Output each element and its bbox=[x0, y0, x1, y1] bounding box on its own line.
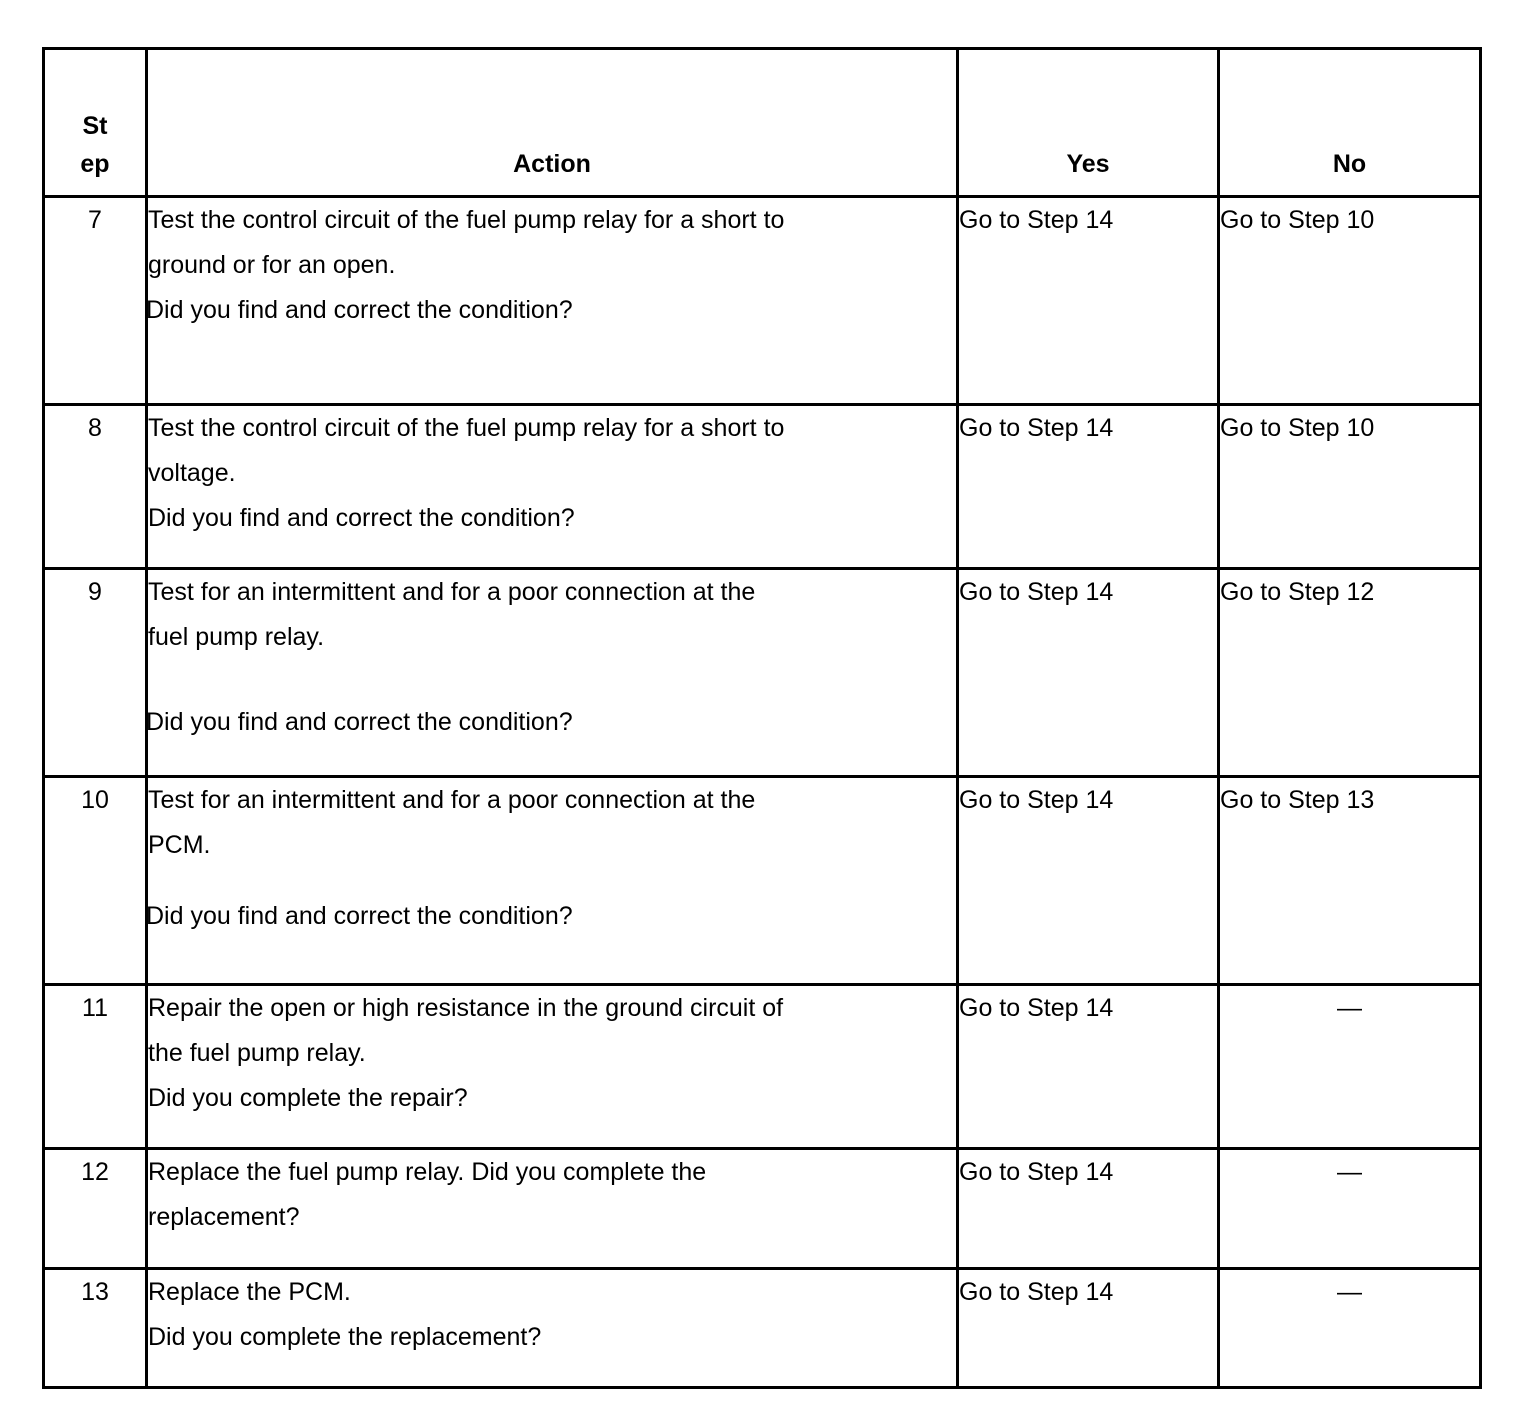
step-number: 8 bbox=[44, 405, 147, 569]
yes-cell: Go to Step 14 bbox=[958, 1269, 1219, 1388]
action-question: Did you find and correct the condition? bbox=[146, 902, 573, 930]
header-step-line2: ep bbox=[80, 150, 110, 178]
step-number: 11 bbox=[44, 985, 147, 1149]
header-row bbox=[44, 49, 1481, 197]
action-line: the fuel pump relay. bbox=[148, 1039, 366, 1067]
action-line: Test the control circuit of the fuel pump relay for a short to bbox=[148, 206, 785, 234]
action-cell bbox=[147, 1269, 958, 1388]
header-action: Action bbox=[147, 49, 958, 197]
yes-cell: Go to Step 14 bbox=[958, 985, 1219, 1149]
no-cell: Go to Step 10 bbox=[1219, 405, 1481, 569]
action-cell bbox=[147, 405, 958, 569]
action-cell bbox=[147, 777, 958, 985]
table-row bbox=[44, 197, 1481, 405]
step-number: 13 bbox=[44, 1269, 147, 1388]
yes-cell: Go to Step 14 bbox=[958, 1149, 1219, 1269]
action-cell bbox=[147, 985, 958, 1149]
action-question: Did you complete the repair? bbox=[148, 1084, 468, 1112]
no-cell: Go to Step 10 bbox=[1219, 197, 1481, 405]
step-number: 9 bbox=[44, 569, 147, 777]
spacer bbox=[148, 868, 956, 894]
table-row bbox=[44, 1149, 1481, 1269]
action-line: fuel pump relay. bbox=[148, 623, 325, 651]
table-row bbox=[44, 569, 1481, 777]
yes-cell: Go to Step 14 bbox=[958, 405, 1219, 569]
step-number: 10 bbox=[44, 777, 147, 985]
no-cell: — bbox=[1219, 1149, 1481, 1269]
no-cell: — bbox=[1219, 1269, 1481, 1388]
yes-cell: Go to Step 14 bbox=[958, 777, 1219, 985]
spacer bbox=[148, 660, 956, 700]
action-question: Did you find and correct the condition? bbox=[146, 296, 573, 324]
diagnostic-table bbox=[42, 47, 1482, 1389]
table-row bbox=[44, 405, 1481, 569]
action-line: Repair the open or high resistance in the ground circuit of bbox=[148, 994, 784, 1022]
header-yes: Yes bbox=[958, 49, 1219, 197]
action-line: Test for an intermittent and for a poor connection at the bbox=[148, 578, 756, 606]
table-row bbox=[44, 985, 1481, 1149]
header-step-line1: St bbox=[82, 112, 108, 140]
yes-cell: Go to Step 14 bbox=[958, 569, 1219, 777]
action-line: voltage. bbox=[148, 459, 236, 487]
action-question: Did you find and correct the condition? bbox=[148, 504, 575, 532]
header-step bbox=[44, 49, 147, 197]
action-line: ground or for an open. bbox=[148, 251, 396, 279]
table-row bbox=[44, 1269, 1481, 1388]
yes-cell: Go to Step 14 bbox=[958, 197, 1219, 405]
header-no: No bbox=[1219, 49, 1481, 197]
action-cell bbox=[147, 569, 958, 777]
action-line: Test the control circuit of the fuel pump relay for a short to bbox=[148, 414, 785, 442]
action-line: Test for an intermittent and for a poor connection at the bbox=[148, 786, 756, 814]
action-question: Did you complete the replacement? bbox=[148, 1323, 542, 1351]
no-cell: Go to Step 12 bbox=[1219, 569, 1481, 777]
no-cell: — bbox=[1219, 985, 1481, 1149]
step-number: 7 bbox=[44, 197, 147, 405]
action-cell bbox=[147, 1149, 958, 1269]
action-line: replacement? bbox=[148, 1203, 300, 1231]
step-number: 12 bbox=[44, 1149, 147, 1269]
action-cell bbox=[147, 197, 958, 405]
action-line: PCM. bbox=[148, 831, 211, 859]
action-line: Replace the PCM. bbox=[148, 1278, 351, 1306]
table-row bbox=[44, 777, 1481, 985]
no-cell: Go to Step 13 bbox=[1219, 777, 1481, 985]
action-line: Replace the fuel pump relay. Did you complete the bbox=[148, 1158, 707, 1186]
action-question: Did you find and correct the condition? bbox=[146, 708, 573, 736]
